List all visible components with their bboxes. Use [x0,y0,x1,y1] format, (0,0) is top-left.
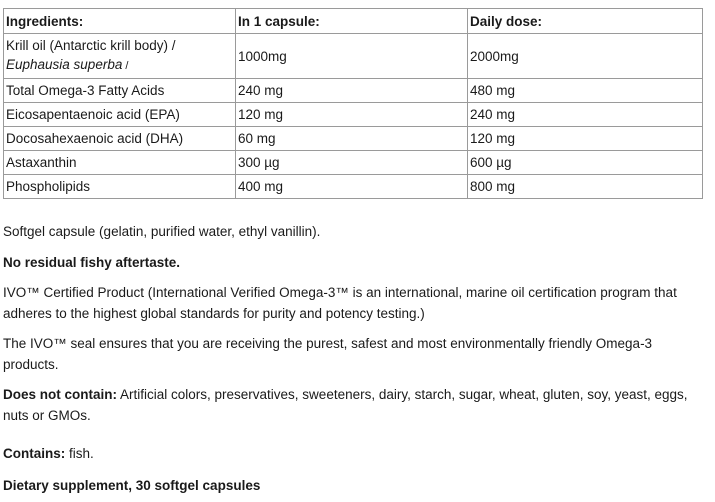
header-daily-dose: Daily dose: [468,9,703,34]
table-row [4,103,703,127]
daily-dose-value: 800 mg [468,175,703,199]
ingredient-name: Astaxanthin [4,151,236,175]
table-row [4,151,703,175]
per-capsule-value: 400 mg [236,175,468,199]
table-row [4,79,703,103]
softgel-text: Softgel capsule (gelatin, purified water, ethyl vanillin). [3,224,321,239]
daily-dose-value: 480 mg [468,79,703,103]
ivo-certified-text: IVO™ Certified Product (International Verified Omega-3™ is an international, marine oil certification program that adheres to the highest global standards for purity and potency testing.) [3,285,677,321]
per-capsule-value: 240 mg [236,79,468,103]
ingredient-name: Docosahexaenoic acid (DHA) [4,127,236,151]
daily-dose-value: 120 mg [468,127,703,151]
ingredient-name: Total Omega-3 Fatty Acids [4,79,236,103]
ingredient-name: Eicosapentaenoic acid (EPA) [4,103,236,127]
does-not-contain-paragraph [3,385,708,426]
contains-label: Contains: [3,446,66,461]
per-capsule-value: 1000mg [236,34,468,79]
contains-paragraph [3,444,708,465]
does-not-contain-label: Does not contain: [3,387,117,402]
ingredient-name-line1: Krill oil (Antarctic krill body) / [6,38,176,53]
no-fishy-aftertaste-text: No residual fishy aftertaste. [3,254,181,270]
ingredient-name-suffix: / [122,60,129,72]
ingredient-name [4,34,236,79]
table-row [4,175,703,199]
table-row [4,34,703,79]
per-capsule-value: 120 mg [236,103,468,127]
header-ingredients: Ingredients: [4,9,236,34]
table-header-row [4,9,703,34]
table-row [4,127,703,151]
header-per-capsule: In 1 capsule: [236,9,468,34]
ingredient-name: Phospholipids [4,175,236,199]
ivo-seal-text: The IVO™ seal ensures that you are receiving the purest, safest and most environmentally friendly Omega-3 products. [3,336,653,372]
daily-dose-value: 600 µg [468,151,703,175]
ingredient-latin-name: Euphausia superba [6,57,123,72]
contains-text: fish. [65,446,94,461]
dietary-supplement-text: Dietary supplement, 30 softgel capsules [3,477,261,493]
daily-dose-value: 2000mg [468,34,703,79]
per-capsule-value: 60 mg [236,127,468,151]
does-not-contain-text: Artificial colors, preservatives, sweeteners, dairy, starch, sugar, wheat, gluten, soy, yeast, eggs, nuts or GMOs. [3,387,688,423]
product-description [3,8,708,496]
daily-dose-value: 240 mg [468,103,703,127]
per-capsule-value: 300 µg [236,151,468,175]
ingredients-table [3,8,703,199]
